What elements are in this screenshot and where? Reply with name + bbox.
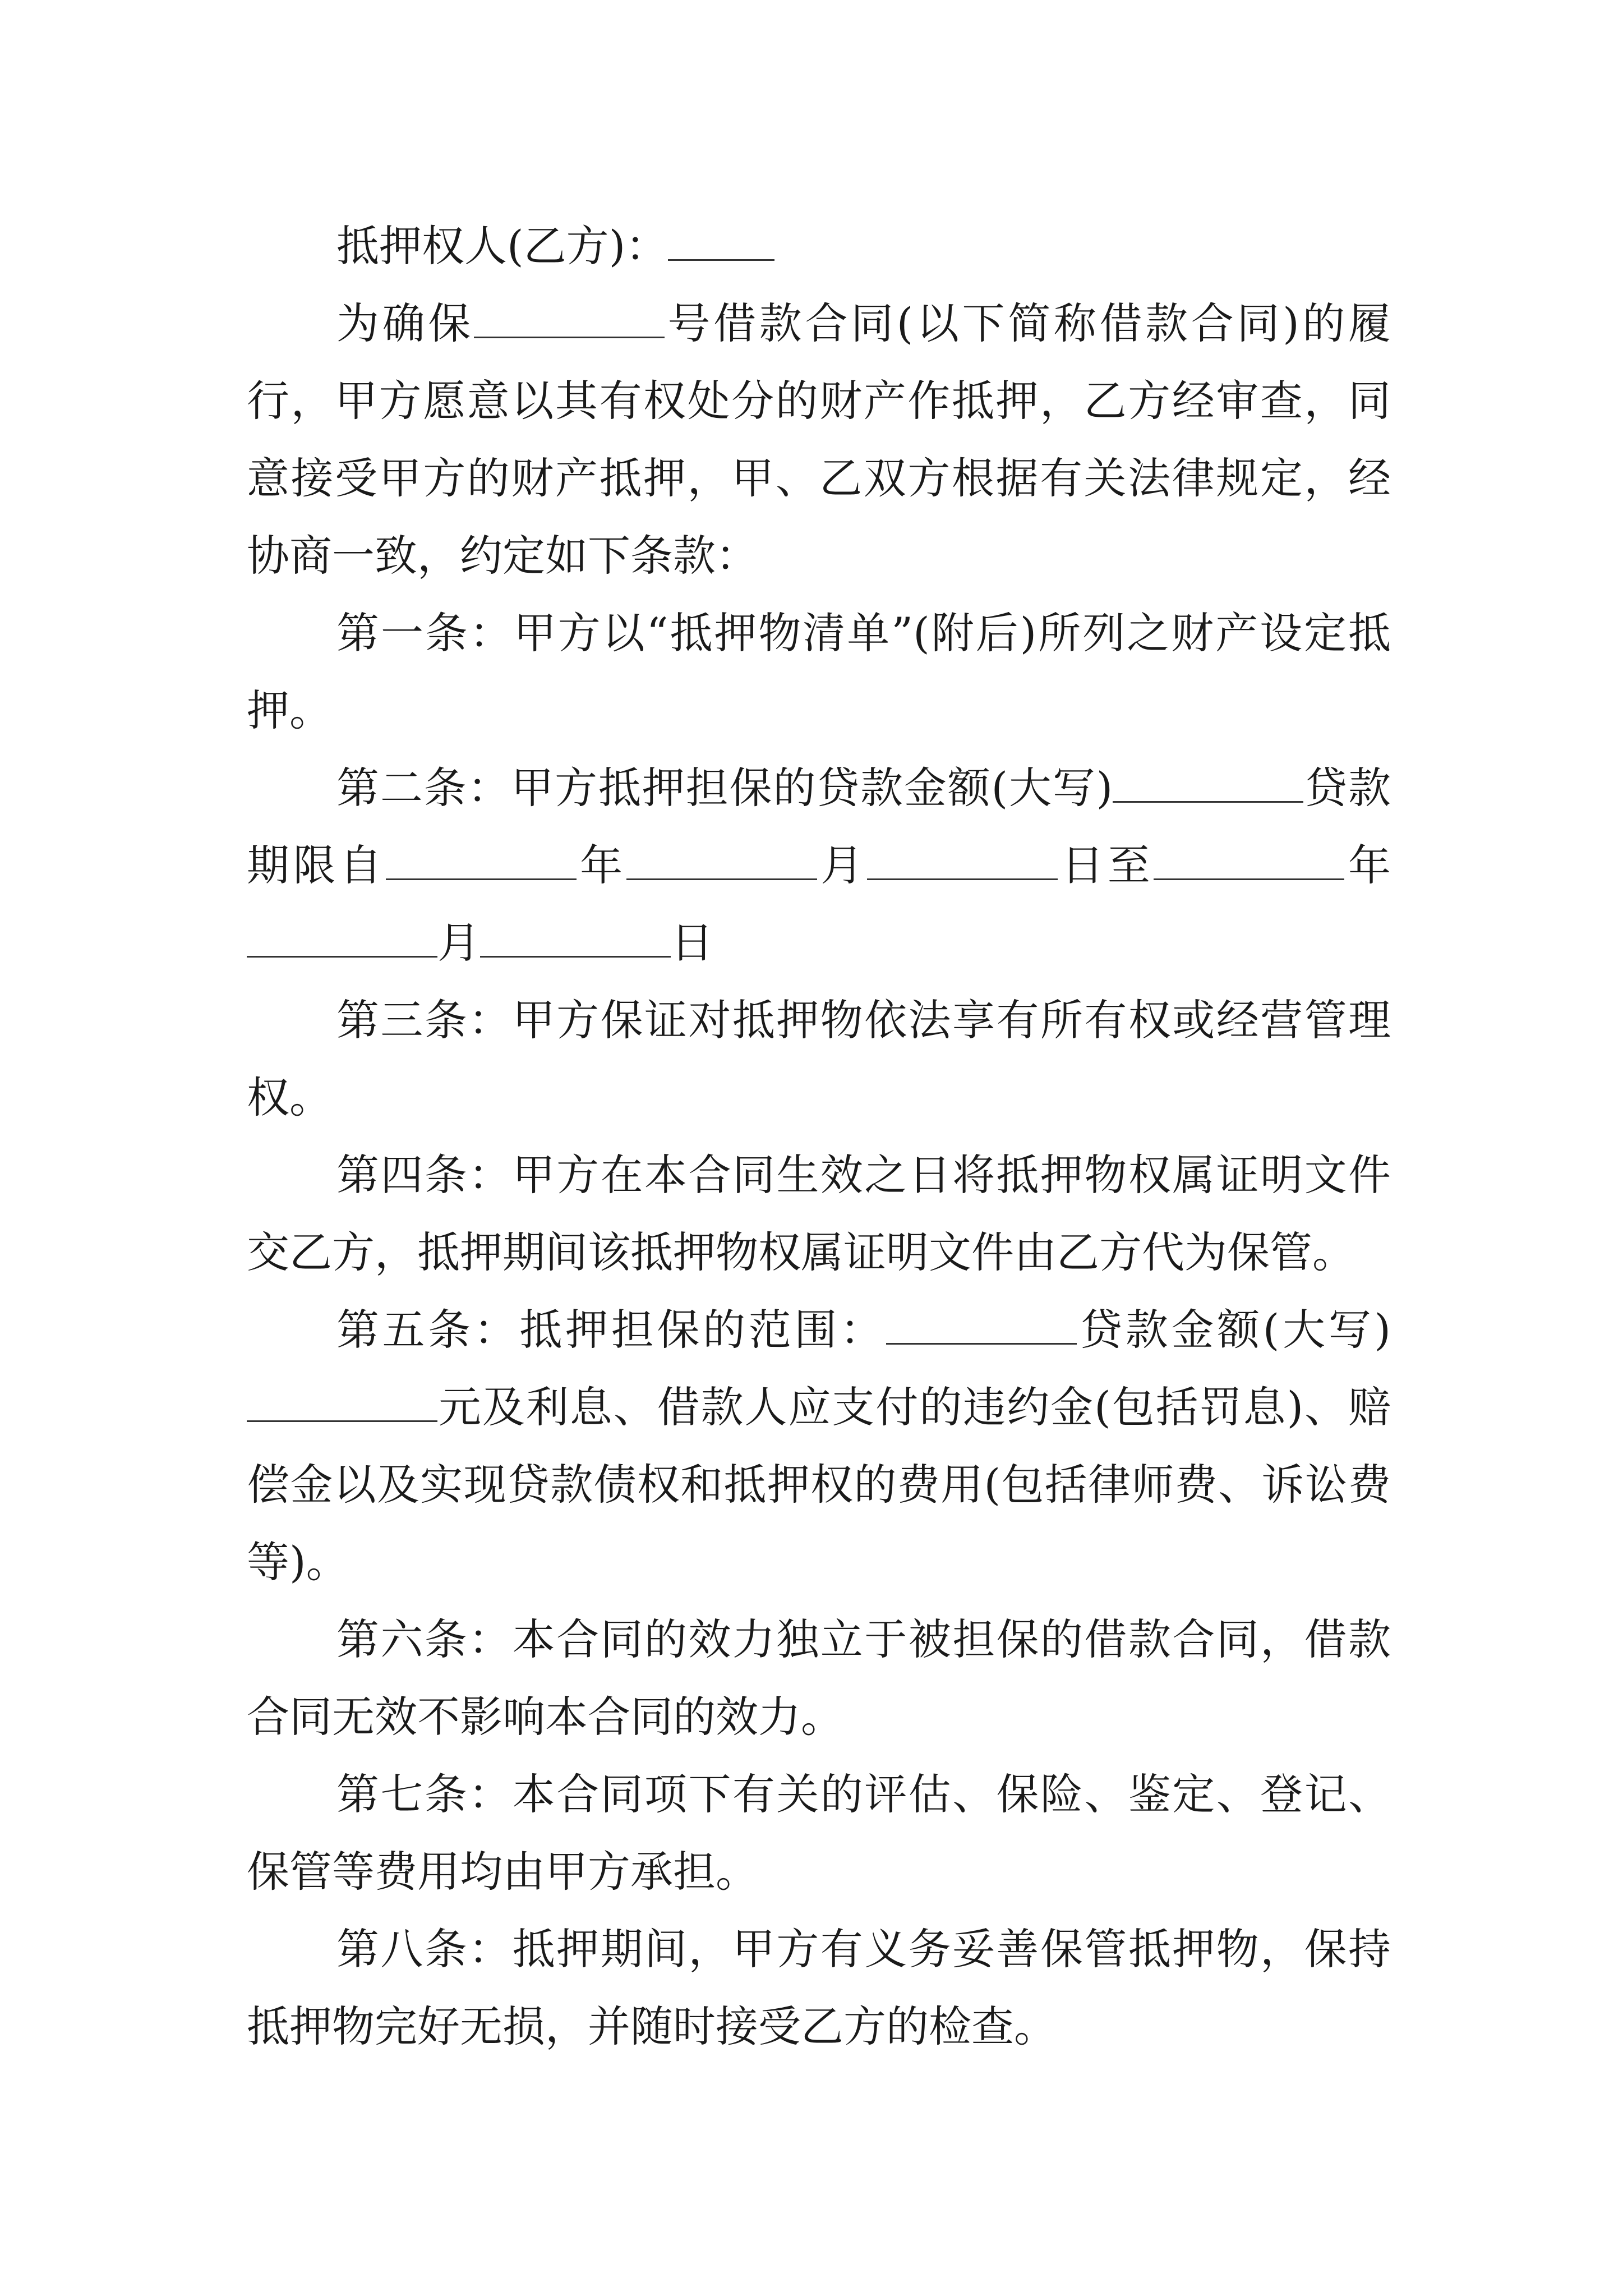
art2-b: 贷款期限自 <box>247 763 1391 890</box>
start-year-blank[interactable] <box>386 839 577 880</box>
article-6: 第六条：本合同的效力独立于被担保的借款合同，借款合同无效不影响本合同的效力。 <box>247 1614 1391 1742</box>
party-b-line <box>247 208 1391 285</box>
party-b-label: 抵押权人(乙方)： <box>336 221 668 271</box>
end-month-blank[interactable] <box>247 917 437 958</box>
art2-h: 日 <box>671 918 713 968</box>
party-b-blank[interactable] <box>668 220 774 261</box>
art5-c: 元及利息、借款人应支付的违约金(包括罚息)、赔偿金以及实现贷款债权和抵押权的费用(包括律师费、诉讼费等)。 <box>247 1382 1391 1587</box>
start-month-blank[interactable] <box>626 839 817 880</box>
art2-c: 年 <box>576 840 626 890</box>
intro-paragraph <box>247 285 1391 595</box>
intro-post: 号借款合同(以下简称借款合同)的履行，甲方愿意以其有权处分的财产作抵押，乙方经审查，同意接受甲方的财产抵押，甲、乙双方根据有关法律规定，经协商一致，约定如下条款： <box>247 298 1391 581</box>
art2-g: 月 <box>437 918 480 968</box>
loan-amount-blank[interactable] <box>1113 762 1303 803</box>
article-7: 第七条：本合同项下有关的评估、保险、鉴定、登记、保管等费用均由甲方承担。 <box>247 1769 1391 1897</box>
art2-a: 第二条：甲方抵押担保的贷款金额(大写) <box>336 763 1113 813</box>
end-year-blank[interactable] <box>1154 839 1344 880</box>
art2-d: 月 <box>817 840 867 890</box>
article-3: 第三条：甲方保证对抵押物依法享有所有权或经营管理权。 <box>247 995 1391 1122</box>
intro-pre: 为确保 <box>336 298 474 348</box>
article-5 <box>247 1291 1391 1601</box>
contract-page <box>247 208 1391 2065</box>
contract-number-blank[interactable] <box>474 297 665 338</box>
article-1: 第一条：甲方以“抵押物清单”(附后)所列之财产设定抵押。 <box>247 608 1391 735</box>
article-8: 第八条：抵押期间，甲方有义务妥善保管抵押物，保持抵押物完好无损，并随时接受乙方的检查。 <box>247 1924 1391 2051</box>
end-day-blank[interactable] <box>480 917 671 958</box>
amount-words-blank[interactable] <box>247 1381 437 1422</box>
article-4: 第四条：甲方在本合同生效之日将抵押物权属证明文件交乙方，抵押期间该抵押物权属证明文件由乙方代为保管。 <box>247 1150 1391 1277</box>
guarantee-scope-blank[interactable] <box>886 1304 1077 1345</box>
art5-b: 贷款金额(大写) <box>1076 1305 1391 1355</box>
start-day-blank[interactable] <box>867 839 1058 880</box>
art2-f: 年 <box>1344 840 1391 890</box>
art5-a: 第五条：抵押担保的范围： <box>336 1305 886 1355</box>
article-2 <box>247 749 1391 982</box>
art2-e: 日至 <box>1057 840 1154 890</box>
